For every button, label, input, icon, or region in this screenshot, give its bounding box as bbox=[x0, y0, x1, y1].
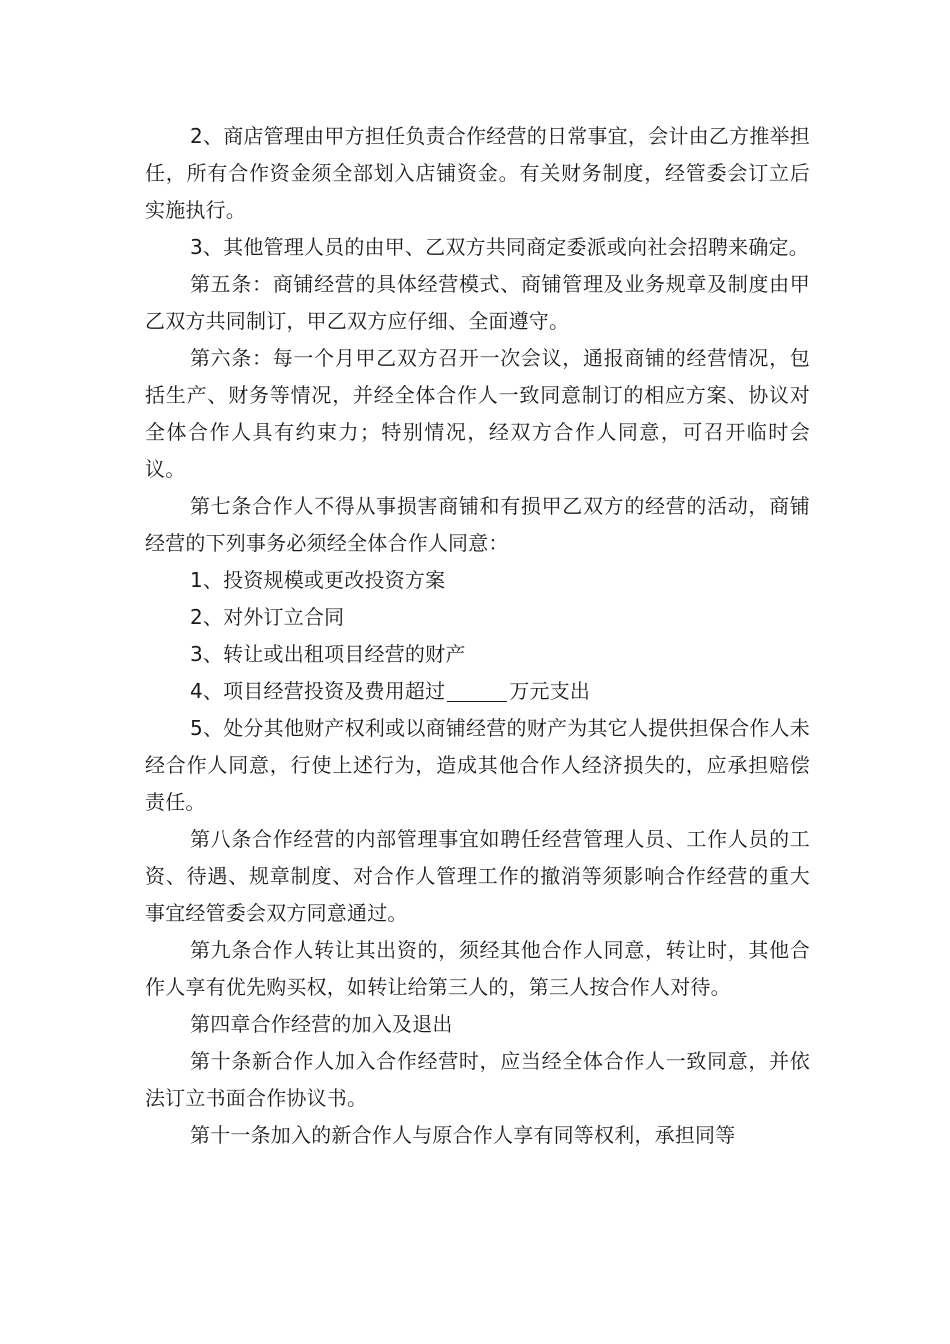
document-body bbox=[145, 118, 810, 1154]
list-item-5: 5、处分其他财产权利或以商铺经营的财产为其它人提供担保合作人未经合作人同意，行使上述行为，造成其他合作人经济损失的，应承担赔偿责任。 bbox=[145, 716, 810, 814]
amount-blank-line bbox=[447, 679, 507, 702]
list-item-1: 1、投资规模或更改投资方案 bbox=[190, 568, 446, 592]
paragraph-article-6: 第六条：每一个月甲乙双方召开一次会议，通报商铺的经营情况，包括生产、财务等情况，并经全体合作人一致同意制订的相应方案、协议对全体合作人具有约束力；特别情况，经双方合作人同意，可召开临时会议。 bbox=[145, 346, 810, 481]
list-item-4-suffix: 万元支出 bbox=[509, 679, 591, 703]
list-item-2: 2、对外订立合同 bbox=[190, 605, 345, 629]
paragraph-article-9: 第九条合作人转让其出资的，须经其他合作人同意，转让时，其他合作人享有优先购买权，如转让给第三人的，第三人按合作人对待。 bbox=[145, 938, 810, 999]
chapter-4-heading: 第四章合作经营的加入及退出 bbox=[190, 1012, 453, 1036]
paragraph-article-11: 第十一条加入的新合作人与原合作人享有同等权利，承担同等 bbox=[190, 1123, 736, 1147]
paragraph-management-clause-2: 2、商店管理由甲方担任负责合作经营的日常事宜，会计由乙方推举担任，所有合作资金须全部划入店铺资金。有关财务制度，经管委会订立后实施执行。 bbox=[145, 124, 810, 222]
paragraph-article-7: 第七条合作人不得从事损害商铺和有损甲乙双方的经营的活动，商铺经营的下列事务必须经全体合作人同意： bbox=[145, 494, 810, 555]
paragraph-article-8: 第八条合作经营的内部管理事宜如聘任经营管理人员、工作人员的工资、待遇、规章制度、对合作人管理工作的撤消等须影响合作经营的重大事宜经管委会双方同意通过。 bbox=[145, 827, 810, 925]
list-item-4-text: 4、项目经营投资及费用超过 bbox=[190, 679, 446, 703]
paragraph-article-10: 第十条新合作人加入合作经营时，应当经全体合作人一致同意，并依法订立书面合作协议书。 bbox=[145, 1049, 810, 1110]
list-item-4 bbox=[145, 673, 810, 710]
paragraph-article-5: 第五条：商铺经营的具体经营模式、商铺管理及业务规章及制度由甲乙双方共同制订，甲乙双方应仔细、全面遵守。 bbox=[145, 272, 810, 333]
list-item-3: 3、转让或出租项目经营的财产 bbox=[190, 642, 466, 666]
paragraph-management-clause-3: 3、其他管理人员的由甲、乙双方共同商定委派或向社会招聘来确定。 bbox=[190, 235, 809, 259]
